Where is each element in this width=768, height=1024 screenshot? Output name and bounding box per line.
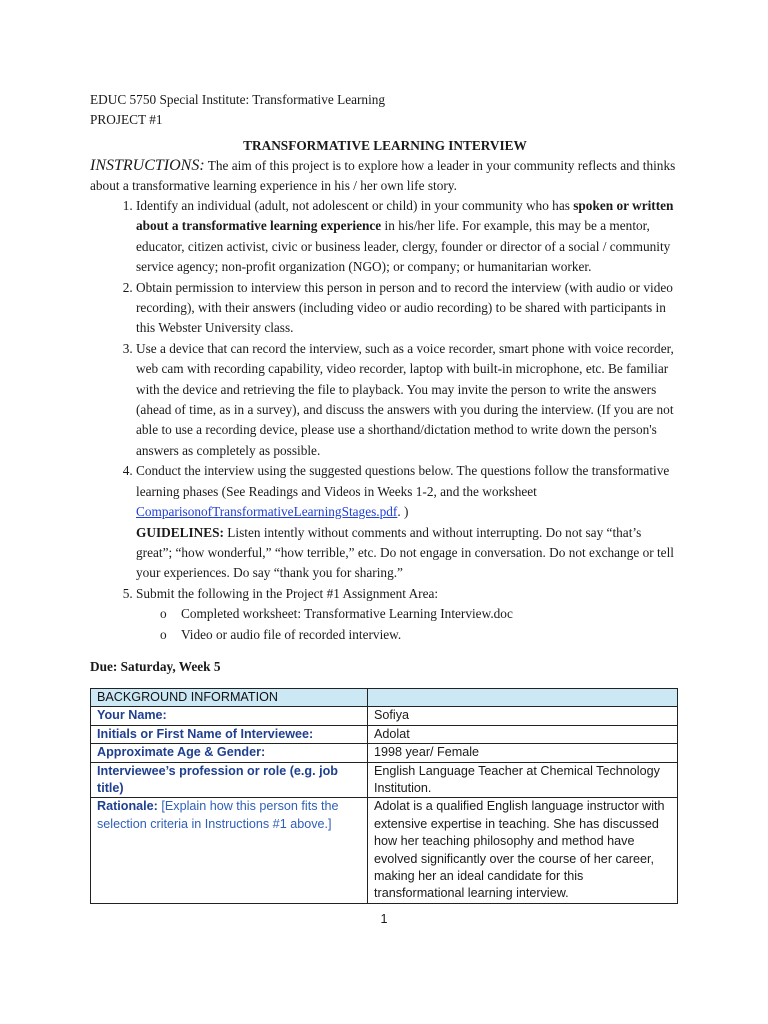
item4-text-rest: . ) — [397, 504, 409, 520]
due-date: Due: Saturday, Week 5 — [90, 658, 221, 674]
rationale-hint: [Explain how this person fits the selection criteria in Instructions #1 above.] — [97, 799, 339, 831]
row-value[interactable]: English Language Teacher at Chemical Technology Institution. — [368, 762, 678, 798]
row-value[interactable]: Adolat — [368, 725, 678, 743]
list-item — [136, 196, 680, 278]
comparison-pdf-link[interactable]: ComparisonofTransformativeLearningStages.pdf — [136, 504, 398, 520]
table-header-empty-cell — [368, 688, 678, 706]
row-label: Approximate Age & Gender: — [91, 744, 368, 762]
instruction-list — [90, 196, 680, 645]
sub-list-item — [160, 625, 680, 645]
sub-list-item — [160, 604, 680, 624]
guidelines-text: Listen intently without comments and without interrupting. Do not say “that’s great”; “how wonderful,” “how terrible,” etc. Do not engage in conversation. Do not exchange or tell your experiences. Do say “thank you for sharing.” — [136, 524, 674, 581]
bullet-icon: o — [160, 606, 167, 622]
course-title: EDUC 5750 Special Institute: Transformative Learning — [90, 92, 386, 107]
item4-text: Conduct the interview using the suggested questions below. The questions follow the transformative learning phases (See Readings and Videos in Weeks 1-2, and the worksheet — [136, 463, 670, 499]
item1-text-rest: in his/her life. For example, this may be a mentor, educator, citizen activist, civic or business leader, clergy, founder or director of a social / community service agency; non-profit organization (NGO); or company; or humanitarian worker. — [136, 218, 671, 275]
list-item: 3. Use a device that can record the interview, such as a voice recorder, smart phone with voice recorder, web cam with recording capability, video recorder, laptop with built-in microphone, etc. Be familiar with the device and retrieving the file to playback. You may invite the person to write the answers (ahead of time, as in a survey), and discuss the answers with you during the interview. (If you are not able to use a recording device, please use a shorthand/dictation method to write down the person's answers as completely as possible. — [136, 339, 680, 461]
table-row — [91, 744, 678, 762]
row-label: Initials or First Name of Interviewee: — [91, 725, 368, 743]
document-page — [90, 90, 680, 904]
table-header-cell: BACKGROUND INFORMATION — [91, 688, 368, 706]
page-title: TRANSFORMATIVE LEARNING INTERVIEW — [243, 138, 527, 153]
table-row — [91, 762, 678, 798]
rationale-label: Rationale: — [97, 799, 158, 814]
table-header-row — [91, 688, 678, 706]
table-row — [91, 798, 678, 903]
project-label: PROJECT #1 — [90, 112, 163, 127]
item5-text: Submit the following in the Project #1 Assignment Area: — [136, 585, 439, 601]
row-label: Interviewee’s profession or role (e.g. job title) — [91, 762, 368, 798]
row-value[interactable]: Sofiya — [368, 707, 678, 725]
bullet-icon: o — [160, 626, 167, 642]
sub-item-text: Video or audio file of recorded interview. — [181, 626, 402, 642]
list-item — [136, 584, 680, 645]
guidelines-label: GUIDELINES: — [136, 524, 224, 540]
row-label — [91, 798, 368, 903]
instructions-heading: INSTRUCTIONS: — [90, 157, 205, 174]
row-value[interactable]: Adolat is a qualified English language instructor with extensive expertise in teaching. She has discussed how her teaching philosophy and method have evolved significantly over the course of her career, making her an ideal candidate for this transformational learning interview. — [368, 798, 678, 903]
instructions-text: The aim of this project is to explore how a leader in your community reflects and thinks about a transformative learning experience in his / her own life story. — [90, 158, 676, 193]
row-label: Your Name: — [91, 707, 368, 725]
table-row — [91, 725, 678, 743]
item1-text: Identify an individual (adult, not adolescent or child) in your community who has — [136, 198, 574, 213]
instructions-intro — [90, 156, 680, 196]
list-item — [136, 461, 680, 583]
row-value[interactable]: 1998 year/ Female — [368, 744, 678, 762]
page-number: 1 — [380, 912, 388, 926]
background-info-table — [90, 688, 678, 904]
submission-list — [136, 604, 680, 645]
list-item: 2. Obtain permission to interview this person in person and to record the interview (with audio or video recording), with their answers (including video or audio recording) to be shared with participants in this Webster University class. — [136, 278, 680, 339]
table-row — [91, 707, 678, 725]
item1-emphasis: spoken or written about a transformative learning experience — [136, 198, 674, 234]
sub-item-text: Completed worksheet: Transformative Learning Interview.doc — [181, 606, 513, 622]
